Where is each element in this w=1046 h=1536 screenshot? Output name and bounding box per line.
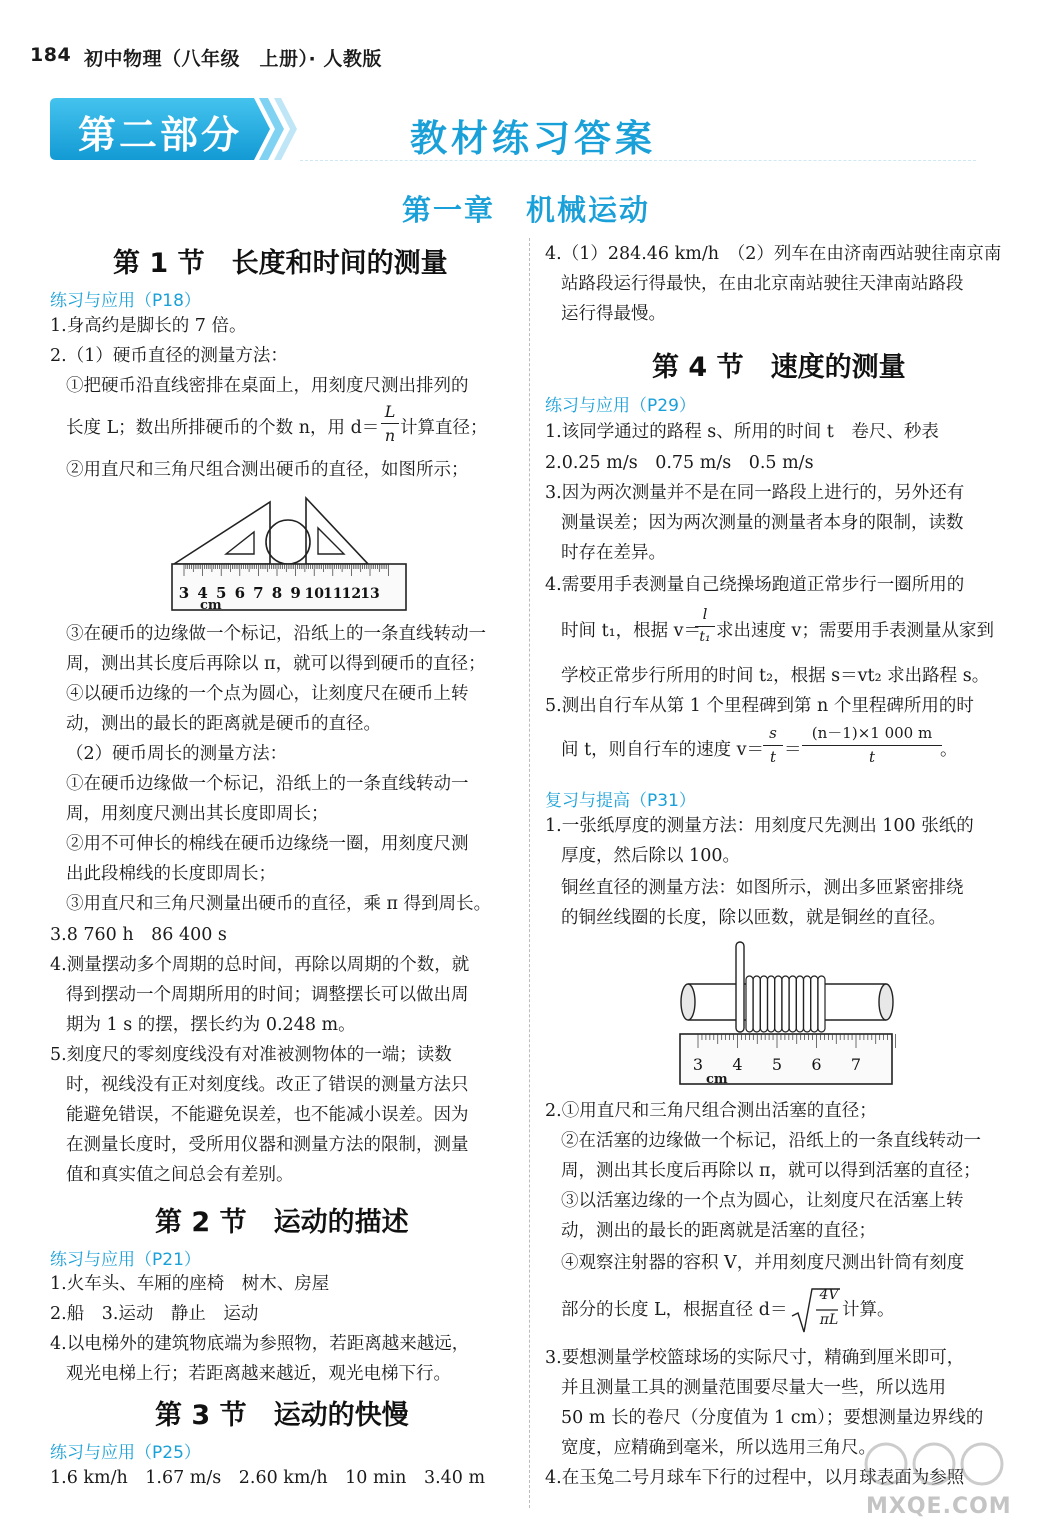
ruler-tick-label: 4 <box>197 584 208 602</box>
answer-line: 1.6 km/h 1.67 m/s 2.60 km/h 10 min 3.40 m <box>50 1468 486 1488</box>
answer-line: ①把硬币沿直线密排在桌面上，用刻度尺测出排列的 <box>66 376 469 396</box>
answer-line: 测量误差；因为两次测量的测量者本身的限制，读数 <box>561 513 964 533</box>
answer-line: 4.测量摆动多个周期的总时间，再除以周期的个数，就 <box>50 955 470 975</box>
fraction-bar <box>381 423 399 424</box>
answer-line: 铜丝直径的测量方法：如图所示，测出多匝紧密排绕 <box>561 878 964 898</box>
answer-line: ②用直尺和三角尺组合测出硬币的直径，如图所示； <box>66 460 469 480</box>
answer-line: 5.测出自行车从第 1 个里程碑到第 n 个里程碑所用的时 <box>545 696 974 716</box>
coil-turn <box>804 976 811 1032</box>
subsection-label: 练习与应用（P21） <box>50 1250 201 1270</box>
page-header: 184 <box>30 44 72 66</box>
answer-line: 。 <box>940 740 958 760</box>
answer-line: ③用直尺和三角尺测量出硬币的直径，乘 π 得到周长。 <box>66 894 492 914</box>
fraction-denominator: t <box>868 748 876 766</box>
answer-line: 时，视线没有正对刻度线。改正了错误的测量方法只 <box>66 1075 469 1095</box>
ruler-tick-label: 9 <box>290 584 301 602</box>
answer-line: （2）硬币周长的测量方法： <box>66 744 288 764</box>
subsection-label: 练习与应用（P18） <box>50 291 201 311</box>
fraction-bar <box>695 626 715 627</box>
answer-line: 1.该同学通过的路程 s、所用的时间 t 卷尺、秒表 <box>545 422 939 442</box>
coil-turn <box>782 976 789 1032</box>
answer-line: ④以硬币边缘的一个点为圆心，让刻度尺在硬币上转 <box>66 684 469 704</box>
fraction-numerator: s <box>769 724 777 742</box>
subsection-label: 复习与提高（P31） <box>545 791 696 811</box>
ruler-tick-label: 3 <box>178 584 190 602</box>
answer-line: ①在硬币边缘做一个标记，沿纸上的一条直线转动一 <box>66 774 469 794</box>
answer-line: 厚度，然后除以 100。 <box>561 846 740 866</box>
fraction-denominator: t₁ <box>699 629 711 645</box>
ruler-tick-label: 10 <box>304 586 324 602</box>
equals-sign: ＝ <box>784 740 802 760</box>
ruler-tick-label: 5 <box>215 584 227 602</box>
answer-line: 3.要想测量学校篮球场的实际尺寸，精确到厘米即可， <box>545 1348 965 1368</box>
section-title: 第 2 节 运动的描述 <box>155 1207 409 1238</box>
ruler-tick-label: 12 <box>341 586 362 602</box>
ruler-tick-label: 4 <box>732 1055 743 1074</box>
subsection-label: 练习与应用（P29） <box>545 396 696 416</box>
answer-line: 4.在玉兔二号月球车下行的过程中，以月球表面为参照 <box>545 1468 965 1488</box>
coil-turn <box>746 976 753 1032</box>
answer-line: ④观察注射器的容积 V，并用刻度尺测出针筒有刻度 <box>561 1253 965 1273</box>
fraction-denominator: n <box>384 426 396 445</box>
answer-line: 2.0.25 m/s 0.75 m/s 0.5 m/s <box>545 453 814 473</box>
watermark <box>858 1436 1018 1528</box>
answer-line: 1.身高约是脚长的 7 倍。 <box>50 316 247 336</box>
answer-line: 3.因为两次测量并不是在同一路段上进行的，另外还有 <box>545 483 965 503</box>
answer-line: 时存在差异。 <box>561 543 666 563</box>
ruler-tick-label: 7 <box>850 1055 862 1074</box>
answer-line: 出此段棉线的长度即周长； <box>66 864 276 884</box>
answer-line: 1.火车头、车厢的座椅 树木、房屋 <box>50 1274 330 1294</box>
ruler-tick-label: 8 <box>271 584 283 602</box>
answer-line: 时间 t₁，根据 v＝ <box>561 621 702 641</box>
coil-turn <box>775 976 782 1032</box>
answer-line: 得到摆动一个周期所用的时间；调整摆长可以做出周 <box>66 985 469 1005</box>
answer-line: 2.①用直尺和三角尺组合测出活塞的直径； <box>545 1101 877 1121</box>
answer-line: 周，用刻度尺测出其长度即周长； <box>66 804 329 824</box>
chapter-title: 第一章 机械运动 <box>402 193 651 227</box>
main-title: 教材练习答案 <box>410 117 656 160</box>
fraction-denominator: πL <box>819 1312 839 1328</box>
answer-line: 4.（1）284.46 km/h （2）列车在由济南西站驶往南京南 <box>545 244 1002 264</box>
ruler-unit-label: cm <box>200 598 222 613</box>
answer-line: 4.需要用手表测量自己绕操场跑道正常步行一圈所用的 <box>545 575 965 595</box>
coil-turn <box>818 976 825 1032</box>
answer-line: ③在硬币的边缘做一个标记，沿纸上的一条直线转动一 <box>66 624 486 644</box>
answer-line: ②用不可伸长的棉线在硬币边缘绕一圈，用刻度尺测 <box>66 834 469 854</box>
title-underline <box>300 160 976 161</box>
answer-line: 2.（1）硬币直径的测量方法： <box>50 346 288 366</box>
answer-line: 3.8 760 h 86 400 s <box>50 925 227 945</box>
coil-turn <box>811 976 818 1032</box>
column-divider <box>529 238 530 1508</box>
answer-line: 宽度，应精确到毫米，所以选用三角尺。 <box>561 1438 876 1458</box>
coil-turn <box>768 976 775 1032</box>
answer-line: 计算。 <box>842 1300 895 1320</box>
answer-line: 1.一张纸厚度的测量方法：用刻度尺先测出 100 张纸的 <box>545 816 974 836</box>
answer-line: 部分的长度 L，根据直径 d＝ <box>561 1300 788 1320</box>
answer-line: 长度 L；数出所排硬币的个数 n，用 d＝ <box>66 418 380 438</box>
ruler-tick-label: 11 <box>323 586 343 602</box>
answer-line: 能避免错误，不能避免误差，也不能减小误差。因为 <box>66 1105 469 1125</box>
fraction-bar <box>802 745 942 746</box>
answer-line: 4.以电梯外的建筑物底端为参照物，若距离越来越远， <box>50 1334 470 1354</box>
coil-turn <box>760 976 767 1032</box>
fraction-numerator: 4V <box>819 1287 839 1303</box>
wire-coil-figure <box>676 938 896 1088</box>
answer-line: 的铜丝线圈的长度，除以匝数，就是铜丝的直径。 <box>561 908 946 928</box>
fraction-numerator: l <box>702 605 708 623</box>
coil-turn <box>796 976 803 1032</box>
answer-line: 周，测出其长度后再除以 π，就可以得到硬币的直径； <box>66 654 486 674</box>
section-title: 第 4 节 速度的测量 <box>652 352 906 383</box>
fraction-numerator: (n－1)×1 000 m <box>811 724 933 742</box>
answer-line: 值和真实值之间总会有差别。 <box>66 1165 294 1185</box>
answer-line: 并且测量工具的测量范围要尽量大一些，所以选用 <box>561 1378 946 1398</box>
ruler-tick-label: 3 <box>692 1055 704 1074</box>
ruler-tick-label: 13 <box>360 586 380 602</box>
part-label: 第二部分 <box>78 113 243 157</box>
fraction-numerator: L <box>384 402 396 421</box>
answer-line: 在测量长度时，受所用仪器和测量方法的限制，测量 <box>66 1135 469 1155</box>
coil-ruler-drawing <box>676 938 896 1088</box>
answer-line: 间 t，则自行车的速度 v＝ <box>561 740 765 760</box>
answer-line: 观光电梯上行；若距离越来越近，观光电梯下行。 <box>66 1364 451 1384</box>
part-badge <box>48 96 278 162</box>
ruler-tick-label: 5 <box>771 1055 783 1074</box>
fraction-bar <box>763 745 783 746</box>
coin-measure-figure <box>170 492 410 614</box>
ruler-tick-label: 7 <box>253 584 264 602</box>
answer-line: 站路段运行得最快，在由北京南站驶往天津南站路段 <box>561 274 964 294</box>
fraction-denominator: t <box>769 748 777 766</box>
watermark-text: MXQE.COM <box>866 1494 1012 1519</box>
answer-line: ②在活塞的边缘做一个标记，沿纸上的一条直线转动一 <box>561 1131 981 1151</box>
answer-line: 周，测出其长度后再除以 π，就可以得到活塞的直径； <box>561 1161 981 1181</box>
answer-line: 求出速度 v；需要用手表测量从家到 <box>716 621 994 641</box>
coil-turn <box>753 976 760 1032</box>
answer-line: 运行得最慢。 <box>561 304 666 324</box>
ruler-tick-label: 6 <box>811 1055 822 1074</box>
answer-line: 计算直径； <box>400 418 488 438</box>
answer-line: 动，测出的最长的距离就是硬币的直径。 <box>66 714 381 734</box>
answer-line: 学校正常步行所用的时间 t₂，根据 s＝vt₂ 求出路程 s。 <box>561 666 990 686</box>
answer-line: 50 m 长的卷尺（分度值为 1 cm）；要想测量边界线的 <box>561 1408 984 1428</box>
section-title: 第 3 节 运动的快慢 <box>155 1400 409 1431</box>
coil-turn <box>789 976 796 1032</box>
subsection-label: 练习与应用（P25） <box>50 1443 201 1463</box>
answer-line: 期为 1 s 的摆，摆长约为 0.248 m。 <box>66 1015 356 1035</box>
ruler-triangles-drawing <box>170 492 410 614</box>
answer-line: ③以活塞边缘的一个点为圆心，让刻度尺在活塞上转 <box>561 1191 964 1211</box>
ruler-tick-label: 6 <box>234 584 246 602</box>
answer-line: 2.船 3.运动 静止 运动 <box>50 1304 259 1324</box>
answer-line: 动，测出的最长的距离就是活塞的直径； <box>561 1221 876 1241</box>
section-title: 第 1 节 长度和时间的测量 <box>113 248 448 279</box>
ruler-unit-label: cm <box>706 1072 728 1087</box>
book-title: 初中物理（八年级 上册）· 人教版 <box>84 48 382 70</box>
answer-line: 5.刻度尺的零刻度线没有对准被测物体的一端；读数 <box>50 1045 452 1065</box>
